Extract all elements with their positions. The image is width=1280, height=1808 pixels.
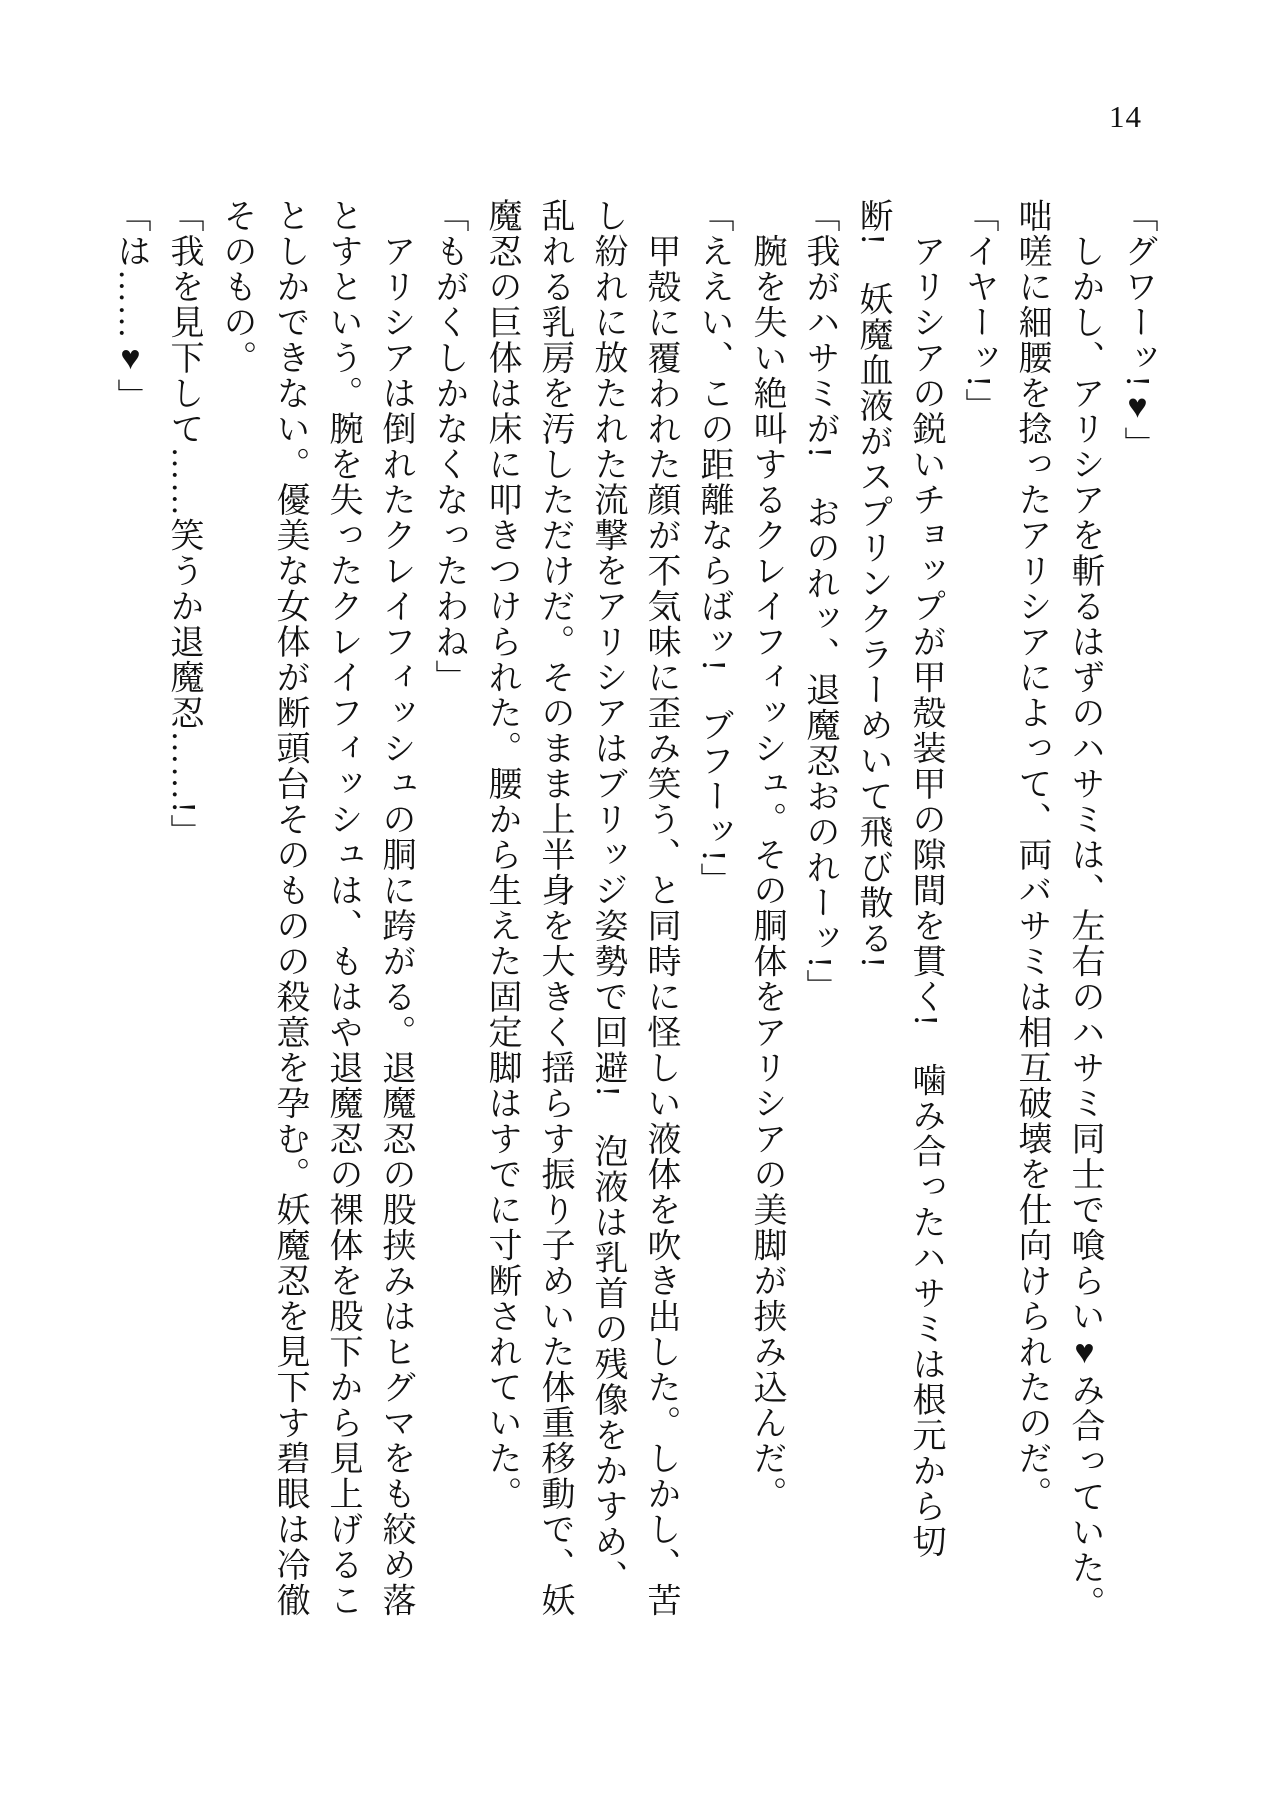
text-line: 「我がハサミが! おのれッ、退魔忍おのれーッ!」 <box>801 198 838 1005</box>
page-number: 14 <box>1109 99 1142 134</box>
text-line: とすという。腕を失ったクレイフィッシュは、もはや退魔忍の裸体を股下から見上げるこ <box>324 198 361 1618</box>
text-line: 「は……♥」 <box>112 198 149 414</box>
text-line: アリシアは倒れたクレイフィッシュの胴に跨がる。退魔忍の股挟みはヒグマをも絞め落 <box>377 198 414 1618</box>
text-line: し紛れに放たれた流撃をアリシアはブリッジ姿勢で回避! 泡液は乳首の残像をかすめ、 <box>589 198 626 1596</box>
text-line: 魔忍の巨体は床に叩きつけられた。腰から生えた固定脚はすでに寸断されていた。 <box>483 198 520 1512</box>
text-line: 「我を見下して……笑うか退魔忍……!」 <box>165 198 202 850</box>
text-line: 断! 妖魔血液がスプリンクラーめいて飛び散る! <box>854 198 891 970</box>
text-line: 「グワーッ!♥」 <box>1119 198 1156 463</box>
text-line: そのもの。 <box>218 198 255 376</box>
vertical-text-block <box>102 198 1164 1628</box>
text-line: 乱れる乳房を汚しただけだ。そのまま上半身を大きく揺らす振り子めいた体重移動で、妖 <box>536 198 573 1618</box>
text-line: しかし、アリシアを斬るはずのハサミは、左右のハサミ同士で喰らい♥み合っていた。 <box>1066 198 1103 1621</box>
text-line: アリシアの鋭いチョップが甲殻装甲の隙間を貫く! 噛み合ったハサミは根元から切 <box>907 198 944 1560</box>
text-line: としかできない。優美な女体が断頭台そのものの殺意を孕む。妖魔忍を見下す碧眼は冷徹 <box>271 198 308 1618</box>
text-line: 「ええい、この距離ならばッ! ブフーッ!」 <box>695 198 732 899</box>
text-line: 甲殻に覆われた顔が不気味に歪み笑う、と同時に怪しい液体を吹き出した。しかし、苦 <box>642 198 679 1618</box>
text-line: 咄嗟に細腰を捻ったアリシアによって、両バサミは相互破壊を仕向けられたのだ。 <box>1013 198 1050 1512</box>
text-line: 「イヤーッ!」 <box>960 198 997 424</box>
text-line: 腕を失い絶叫するクレイフィッシュ。その胴体をアリシアの美脚が挟み込んだ。 <box>748 198 785 1512</box>
text-line: 「もがくしかなくなったわね」 <box>430 198 467 695</box>
